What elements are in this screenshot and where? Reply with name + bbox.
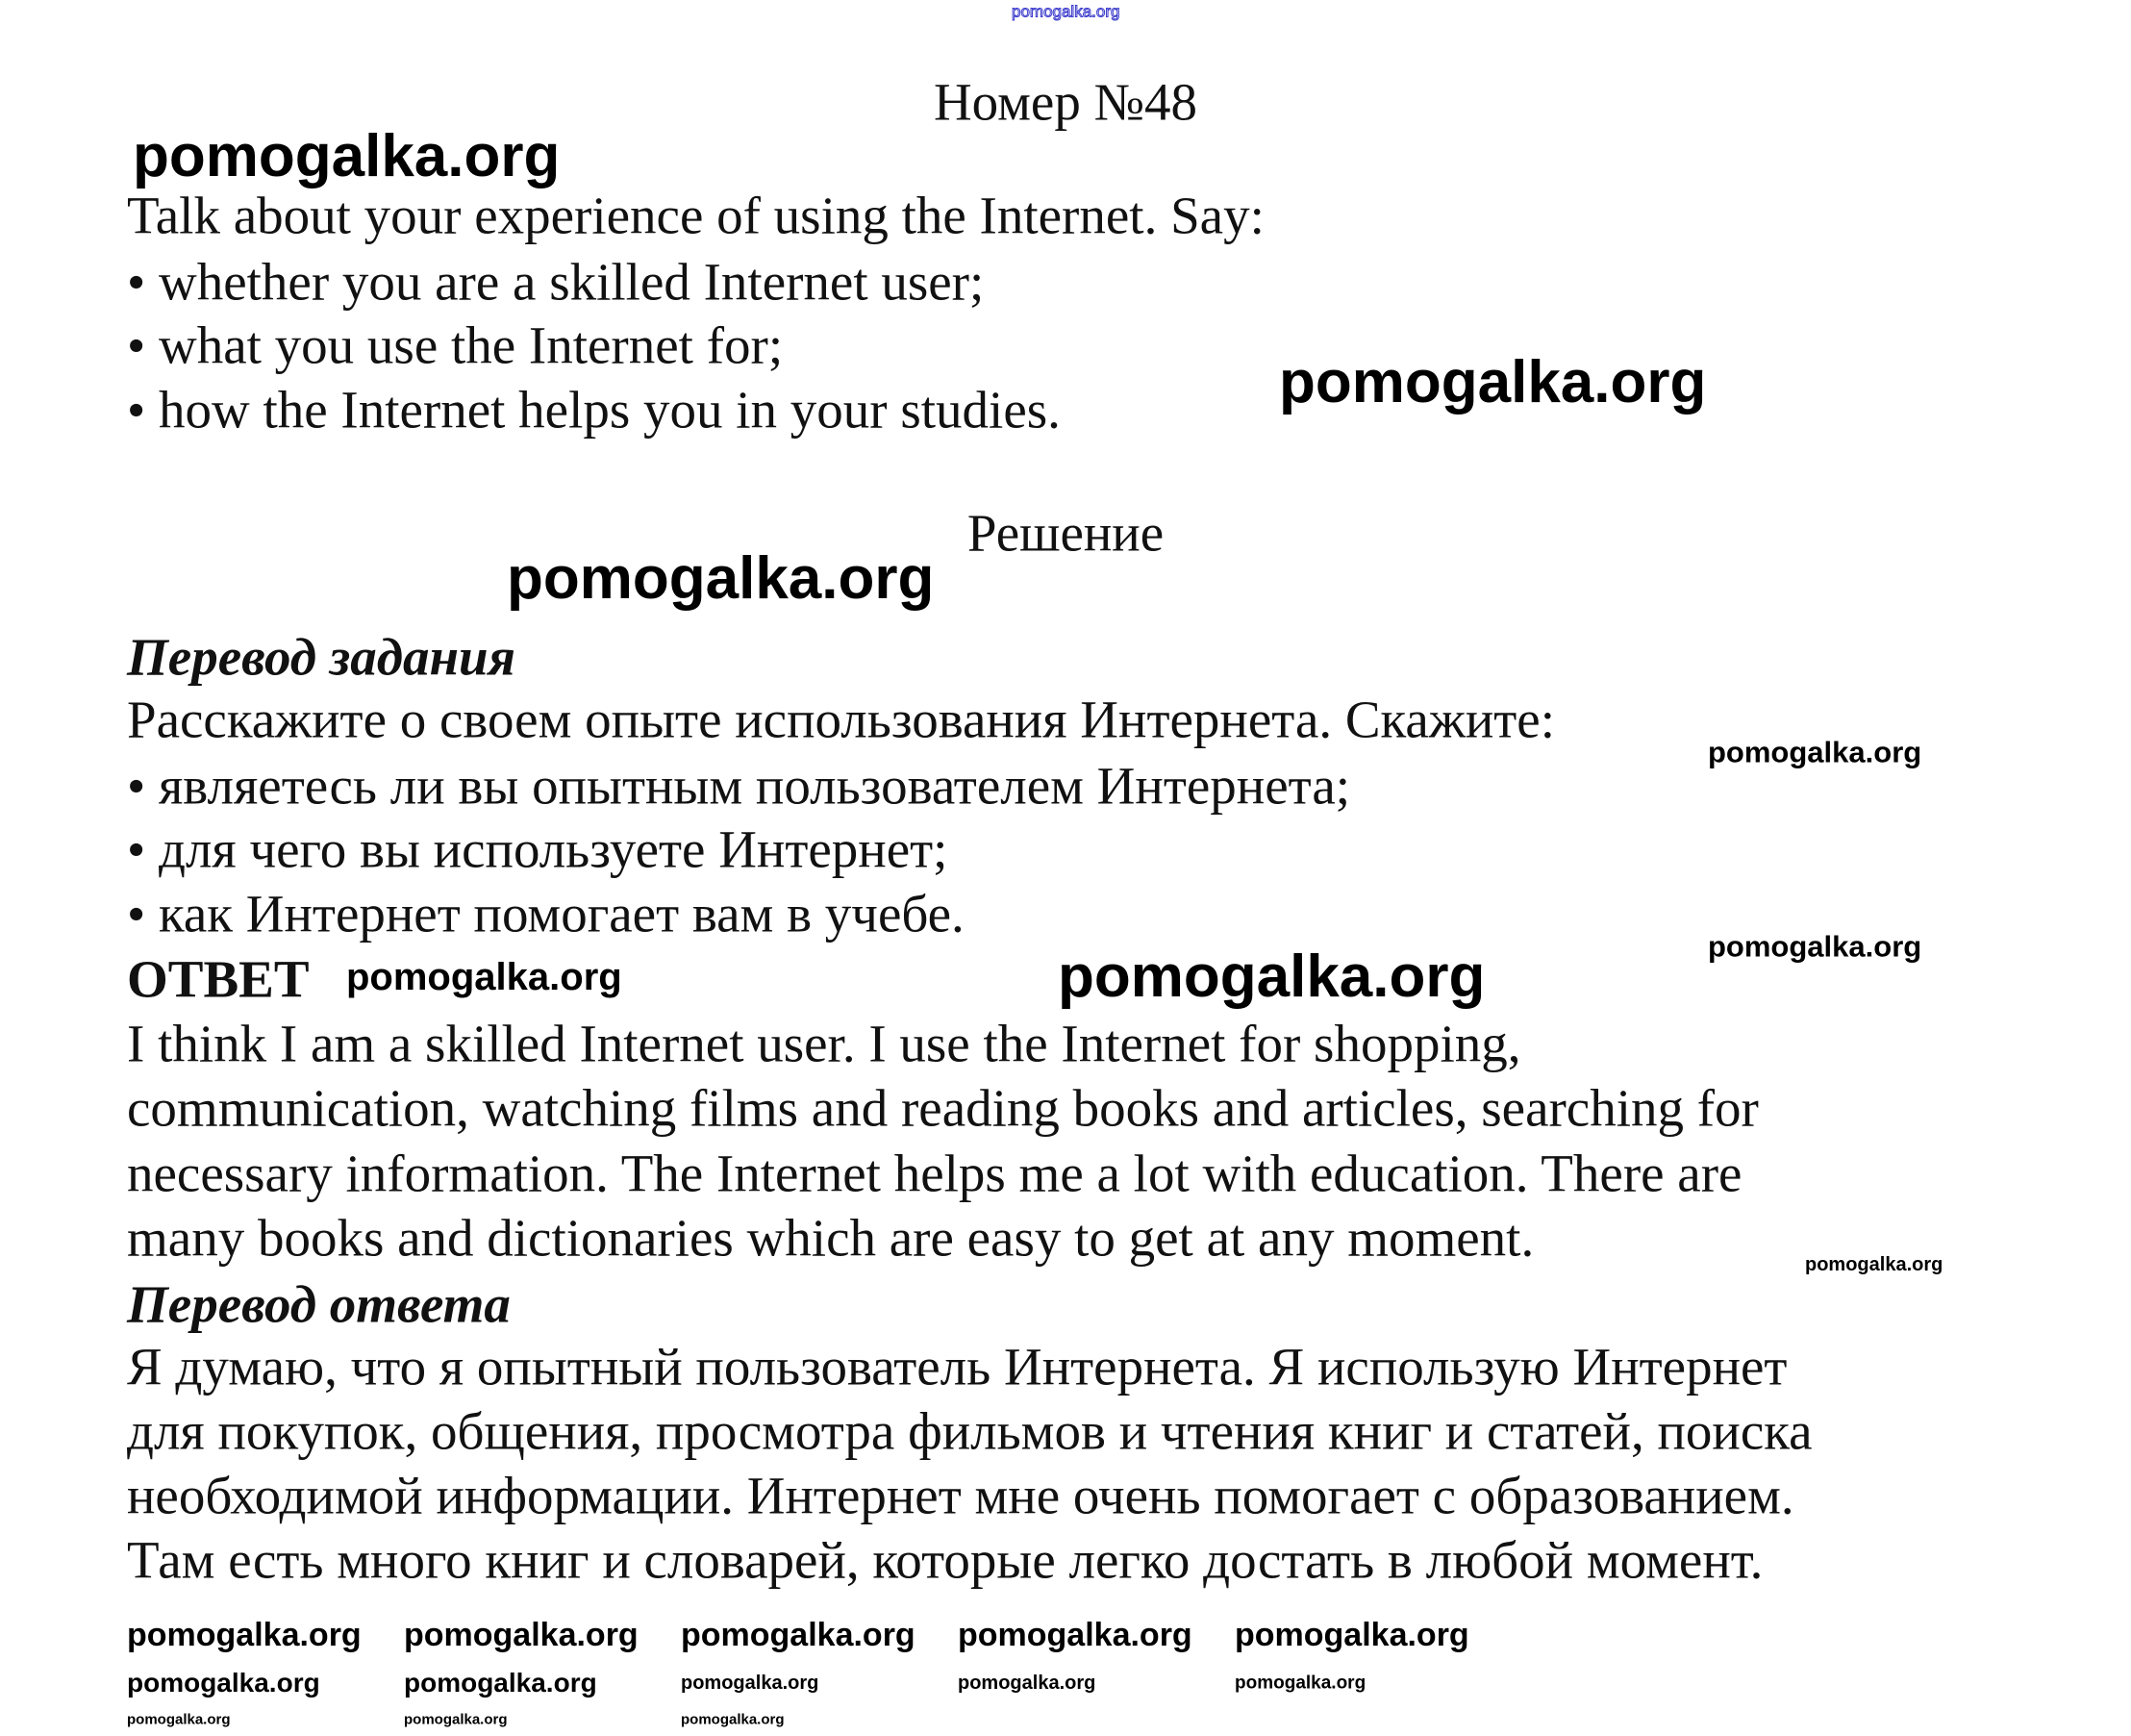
task-bullet: • whether you are a skilled Internet user; [127, 252, 985, 312]
task-intro: Talk about your experience of using the Internet. Say: [127, 186, 1265, 245]
answer-translation-line: для покупок, общения, просмотра фильмов и чтения книг и статей, поиска [127, 1401, 1813, 1461]
watermark: pomogalka.org [958, 1617, 1192, 1653]
watermark: pomogalka.org [681, 1673, 819, 1694]
answer-translation-line: необходимой информации. Интернет мне очень помогает с образованием. [127, 1466, 1794, 1525]
translation-intro: Расскажите о своем опыте использования Интернета. Скажите: [127, 690, 1555, 749]
watermark: pomogalka.org [127, 1711, 231, 1728]
answer-line: I think I am a skilled Internet user. I use the Internet for shopping, [127, 1014, 1521, 1073]
answer-line: communication, watching films and reading books and articles, searching for [127, 1078, 1759, 1138]
page-title: Номер №48 [933, 72, 1198, 132]
answer-translation-line: Там есть много книг и словарей, которые легко достать в любой момент. [127, 1530, 1764, 1590]
watermark: pomogalka.org [958, 1673, 1096, 1694]
watermark: pomogalka.org [1708, 929, 1922, 964]
watermark: pomogalka.org [1012, 2, 1120, 21]
answer-translation-heading: Перевод ответа [127, 1274, 511, 1334]
watermark: pomogalka.org [1279, 349, 1707, 415]
watermark: pomogalka.org [133, 123, 561, 189]
watermark: pomogalka.org [127, 1617, 362, 1653]
answer-heading: ОТВЕТ [127, 949, 310, 1009]
translation-bullet: • как Интернет помогает вам в учебе. [127, 884, 965, 943]
answer-line: many books and dictionaries which are easy to get at any moment. [127, 1208, 1535, 1268]
answer-translation-line: Я думаю, что я опытный пользователь Интернета. Я использую Интернет [127, 1337, 1788, 1396]
task-bullet: • what you use the Internet for; [127, 315, 784, 375]
solution-heading: Решение [966, 503, 1165, 563]
watermark: pomogalka.org [127, 1668, 320, 1698]
watermark: pomogalka.org [404, 1617, 639, 1653]
watermark: pomogalka.org [1235, 1673, 1366, 1694]
translation-bullet: • для чего вы используете Интернет; [127, 819, 948, 879]
task-bullet: • how the Internet helps you in your studies. [127, 380, 1061, 440]
translation-heading: Перевод задания [127, 627, 515, 687]
watermark: pomogalka.org [1805, 1254, 1943, 1275]
watermark: pomogalka.org [507, 545, 935, 612]
watermark: pomogalka.org [681, 1617, 915, 1653]
watermark: pomogalka.org [346, 956, 622, 998]
watermark: pomogalka.org [1235, 1617, 1469, 1653]
watermark: pomogalka.org [404, 1668, 597, 1698]
watermark: pomogalka.org [681, 1711, 785, 1728]
watermark: pomogalka.org [1058, 943, 1486, 1010]
watermark: pomogalka.org [404, 1711, 508, 1728]
translation-bullet: • являетесь ли вы опытным пользователем Интернета; [127, 756, 1351, 816]
answer-line: necessary information. The Internet helps me a lot with education. There are [127, 1144, 1742, 1203]
watermark: pomogalka.org [1708, 735, 1922, 769]
